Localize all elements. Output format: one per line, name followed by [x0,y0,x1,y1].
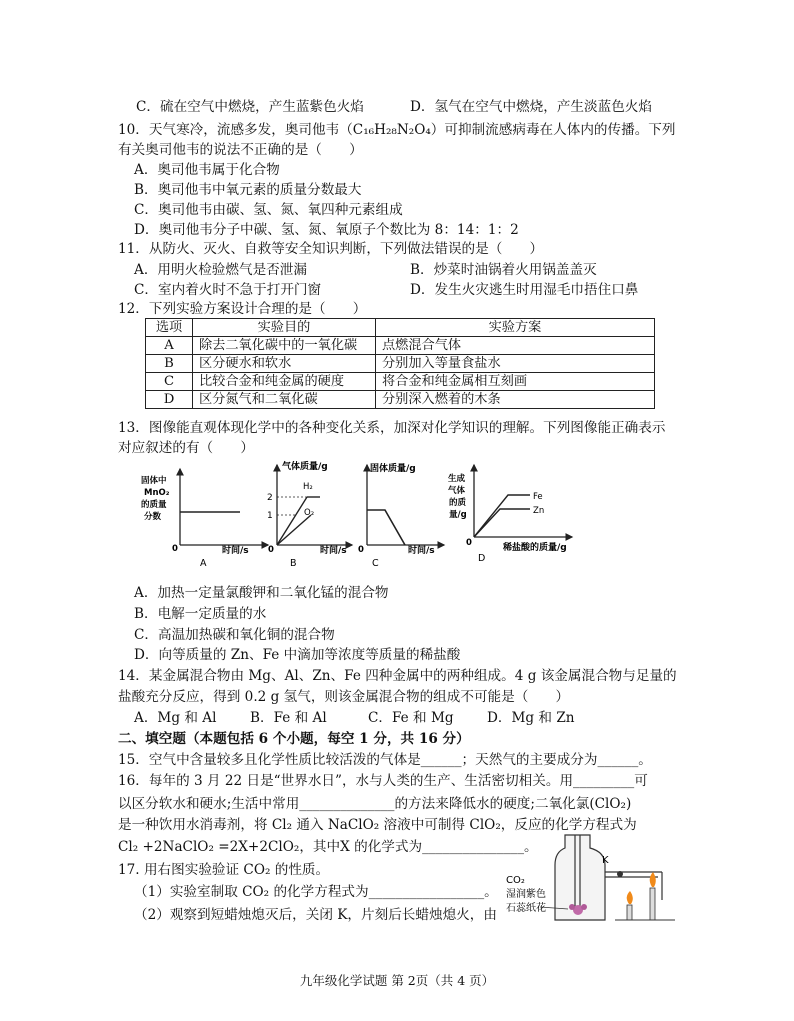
q17-stem: 17. 用右图实验验证 CO₂ 的性质。 [118,862,330,878]
long-candle [650,888,655,920]
q9-option-d: D．氢气在空气中燃烧，产生淡蓝色火焰 [410,99,652,115]
litmus-flower-icon [581,904,587,910]
q11-stem: 11．从防火、灭火、自救等安全知识判断，下列做法错误的是（ ） [118,241,544,257]
valve-k-label: K [602,855,609,866]
q17-part2: （2）观察到短蜡烛熄灭后，关闭 K，片刻后长蜡烛熄火，由 [134,907,497,923]
q13-stem-line2: 对应叙述的有（ ） [118,440,254,456]
table-cell: 点燃混合气体 [376,337,655,355]
flower-label: 石蕊纸花 [506,903,546,914]
table-cell: 区分硬水和软水 [193,355,376,373]
graph-a [141,469,268,569]
q16-line3: 是一种饮用水消毒剂，将 Cl₂ 通入 NaClO₂ 溶液中可制得 ClO₂，反应的化学方程式为 [118,817,637,833]
graph-d [448,465,572,564]
graph-c-xlabel: 时间/s [408,546,435,556]
q10-stem-line1: 10．天气寒冷，流感多发，奥司他韦（C₁₆H₂₈N₂O₄）可抑制流感病毒在人体内的传播。下列 [118,122,676,138]
graph-b-tick: 1 [267,511,273,521]
table-cell: A [146,337,193,355]
table-row [146,355,655,373]
graph-c-line [367,510,405,545]
graph-a-ylabel: 固体中 [141,476,167,486]
graph-b-o2-label: O₂ [304,508,315,518]
q11-option-d: D．发生火灾逃生时用湿毛巾捂住口鼻 [410,282,639,298]
q13-graphs [0,455,794,570]
graph-d-ylabel: 的质 [449,498,467,508]
valve-k-icon [617,871,623,877]
graph-b-origin: 0 [268,545,274,555]
q11-option-a: A．用明火检验燃气是否泄漏 [134,262,307,278]
litmus-flower-icon [569,904,575,910]
graph-d-origin: 0 [466,538,472,548]
q12-stem: 12．下列实验方案设计合理的是（ ） [118,301,367,317]
graph-d-ylabel: 生成 [448,474,466,484]
table-header-row [146,319,655,337]
table-cell: 比较合金和纯金属的硬度 [193,373,376,391]
flame-icon [627,891,633,904]
graph-a-origin: 0 [172,544,178,554]
q10-stem-line2: 有关奥司他韦的说法不正确的是（ ） [118,142,363,158]
graph-c-tag: C [372,558,379,569]
graph-a-ylabel: MnO₂ [144,488,170,498]
graph-b-ylabel: 气体质量/g [282,462,328,472]
graph-c [358,462,444,569]
graph-b-tick: 2 [267,493,273,503]
graph-b-o2-line [277,515,311,545]
q10-option-a: A．奥司他韦属于化合物 [134,162,280,178]
table-cell: 将合金和纯金属相互刻画 [376,373,655,391]
table-cell: 分别加入等量食盐水 [376,355,655,373]
graph-a-ylabel: 的质量 [141,500,167,510]
q13-option-b: B．电解一定质量的水 [134,606,267,622]
graph-c-ylabel: 固体质量/g [370,464,416,474]
graph-c-origin: 0 [358,545,364,555]
table-row [146,337,655,355]
table-cell: B [146,355,193,373]
graph-a-tag: A [200,558,207,569]
q10-option-b: B．奥司他韦中氧元素的质量分数最大 [134,182,362,198]
q14-option-b: B．Fe 和 Al [250,710,327,726]
table-cell: 除去二氧化碳中的一氧化碳 [193,337,376,355]
graph-d-zn-line [474,509,530,537]
table-cell: D [146,391,193,409]
q14-stem-line1: 14．某金属混合物由 Mg、Al、Zn、Fe 四种金属中的两种组成。4 g 该金属混合物与足量的 [118,668,677,684]
graph-d-zn-label: Zn [533,506,545,516]
q16-line2: 以区分软水和硬水;生活中常用______________的方法来降低水的硬度;二氧化氯(ClO₂) [118,796,632,812]
q14-option-a: A．Mg 和 Al [134,710,217,726]
q14-option-c: C．Fe 和 Mg [368,710,454,726]
short-candle [627,905,632,920]
graph-d-xlabel: 稀盐酸的质量/g [503,543,567,553]
table-header-cell: 实验目的 [193,319,376,337]
flower-label: 湿润紫色 [506,889,546,900]
q13-option-c: C．高温加热碳和氧化铜的混合物 [134,627,335,643]
flame-icon [650,872,656,887]
table-cell: 分别深入燃着的木条 [376,391,655,409]
table-cell: C [146,373,193,391]
graph-a-ylabel: 分数 [144,512,162,522]
page-footer: 九年级化学试题 第 2页（共 4 页） [299,973,495,988]
q14-option-d: D．Mg 和 Zn [487,710,575,726]
graph-b-h2-label: H₂ [303,482,313,492]
q13-option-a: A．加热一定量氯酸钾和二氧化锰的混合物 [134,585,389,601]
graph-d-fe-line [474,495,530,537]
graph-b [267,460,352,569]
q10-option-c: C．奥司他韦由碳、氢、氮、氧四种元素组成 [134,202,403,218]
q13-stem-line1: 13．图像能直观体现化学中的各种变化关系，加深对化学知识的理解。下列图像能正确表示 [118,420,666,436]
q16-line1: 16．每年的 3 月 22 日是“世界水日”，水与人类的生产、生活密切相关。用_________可 [118,773,648,789]
q11-option-c: C．室内着火时不急于打开门窗 [134,282,322,298]
table-header-cell: 选项 [146,319,193,337]
graph-b-tag: B [290,558,297,569]
q12-table [145,318,655,409]
q16-line4: Cl₂ +2NaClO₂ =2X+2ClO₂，其中X 的化学式为_______________。 [118,839,538,855]
q14-stem-line2: 盐酸充分反应，得到 0.2 g 氢气，则该金属混合物的组成不可能是（ ） [118,689,570,705]
q13-option-d: D．向等质量的 Zn、Fe 中滴加等浓度等质量的稀盐酸 [134,647,461,663]
co2-label: CO₂ [506,875,525,886]
q17-apparatus-figure [500,830,680,925]
graph-d-tag: D [478,553,486,564]
graph-b-xlabel: 时间/s [320,546,347,556]
q11-option-b: B．炒菜时油锅着火用锅盖盖灭 [410,262,597,278]
table-row [146,373,655,391]
table-header-cell: 实验方案 [376,319,655,337]
q9-option-c: C．硫在空气中燃烧，产生蓝紫色火焰 [136,99,364,115]
graph-b-h2-line [277,497,307,545]
table-cell: 区分氮气和二氧化碳 [193,391,376,409]
table-row [146,391,655,409]
q17-part1: （1）实验室制取 CO₂ 的化学方程式为_________________。 [134,884,498,900]
graph-a-xlabel: 时间/s [222,546,249,556]
section-heading: 二、填空题（本题包括 6 个小题，每空 1 分，共 16 分） [118,731,470,747]
graph-d-ylabel: 量/g [449,510,467,520]
q10-option-d: D．奥司他韦分子中碳、氢、氮、氧原子个数比为 8：14：1：2 [134,222,519,238]
graph-d-ylabel: 气体 [448,486,466,496]
graph-d-fe-label: Fe [533,492,543,502]
q15-text: 15．空气中含量较多且化学性质比较活泼的气体是______；天然气的主要成分为______。 [118,752,652,768]
